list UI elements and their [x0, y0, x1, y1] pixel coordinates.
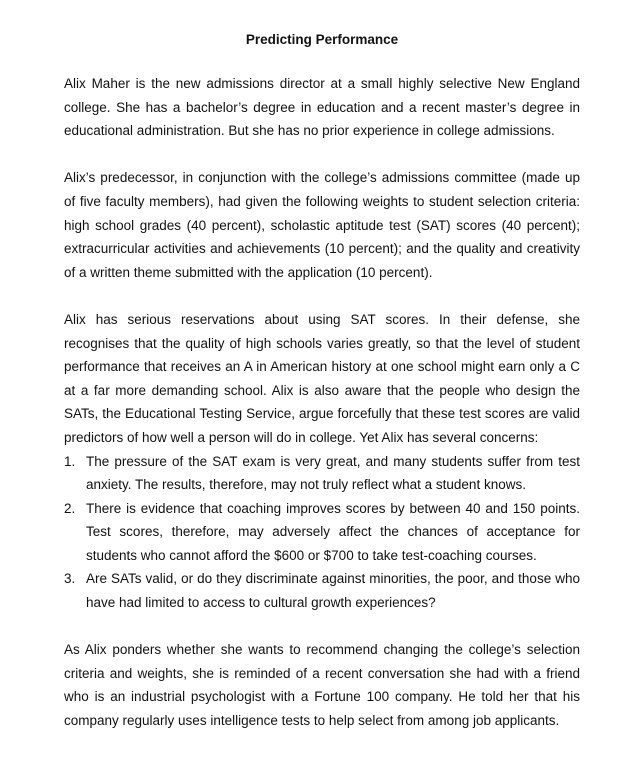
concern-number: 2. [64, 500, 76, 516]
concern-number: 1. [64, 453, 76, 469]
concerns-list [64, 450, 580, 615]
paragraph-sat-reservations: Alix has serious reservations about using SAT scores. In their defense, she recognises that the quality of high schools varies greatly, so that the level of student performance that receives an A in American history at one school might earn only a C at a far more demanding school. Alix is also aware that the people who design the SATs, the Educational Testing Service, argue forcefully that these test scores are valid predictors of how well a person will do in college. Yet Alix has several concerns: [64, 311, 580, 445]
concern-number: 3. [64, 571, 76, 587]
document-title: Predicting Performance [245, 32, 399, 47]
concern-item-2 [64, 497, 580, 568]
concern-text: Are SATs valid, or do they discriminate against minorities, the poor, and those who have had limited to access to cultural growth experiences? [86, 571, 580, 611]
paragraph-predecessor-weights: Alix’s predecessor, in conjunction with the college’s admissions committee (made up of five faculty members), had given the following weights to student selection criteria: high school grades (40 percent), scholastic aptitude test (SAT) scores (40 percent); extracurricular activities and achievements (10 percent); and the quality and creativity of a written theme submitted with the application (10 percent). [64, 170, 580, 280]
paragraph-intro: Alix Maher is the new admissions director at a small highly selective New England college. She has a bachelor’s degree in education and a recent master’s degree in educational administration. But she has no prior experience in college admissions. [64, 76, 580, 139]
concern-text: There is evidence that coaching improves scores by between 40 and 150 points. Test scores, therefore, may adversely affect the chances of acceptance for students who cannot afford the $600 or $700 to take test-coaching courses. [86, 500, 580, 563]
concern-text: The pressure of the SAT exam is very great, and many students suffer from test anxiety. The results, therefore, may not truly reflect what a student knows. [86, 453, 580, 493]
paragraph-ponders: As Alix ponders whether she wants to recommend changing the college’s selection criteria and weights, she is reminded of a recent conversation she had with a friend who is an industrial psychologist with a Fortune 100 company. He told her that his company regularly uses intelligence tests to help select from among job applicants. [64, 642, 580, 729]
concern-item-1 [64, 450, 580, 497]
concern-item-3 [64, 567, 580, 614]
document-page [64, 31, 580, 756]
